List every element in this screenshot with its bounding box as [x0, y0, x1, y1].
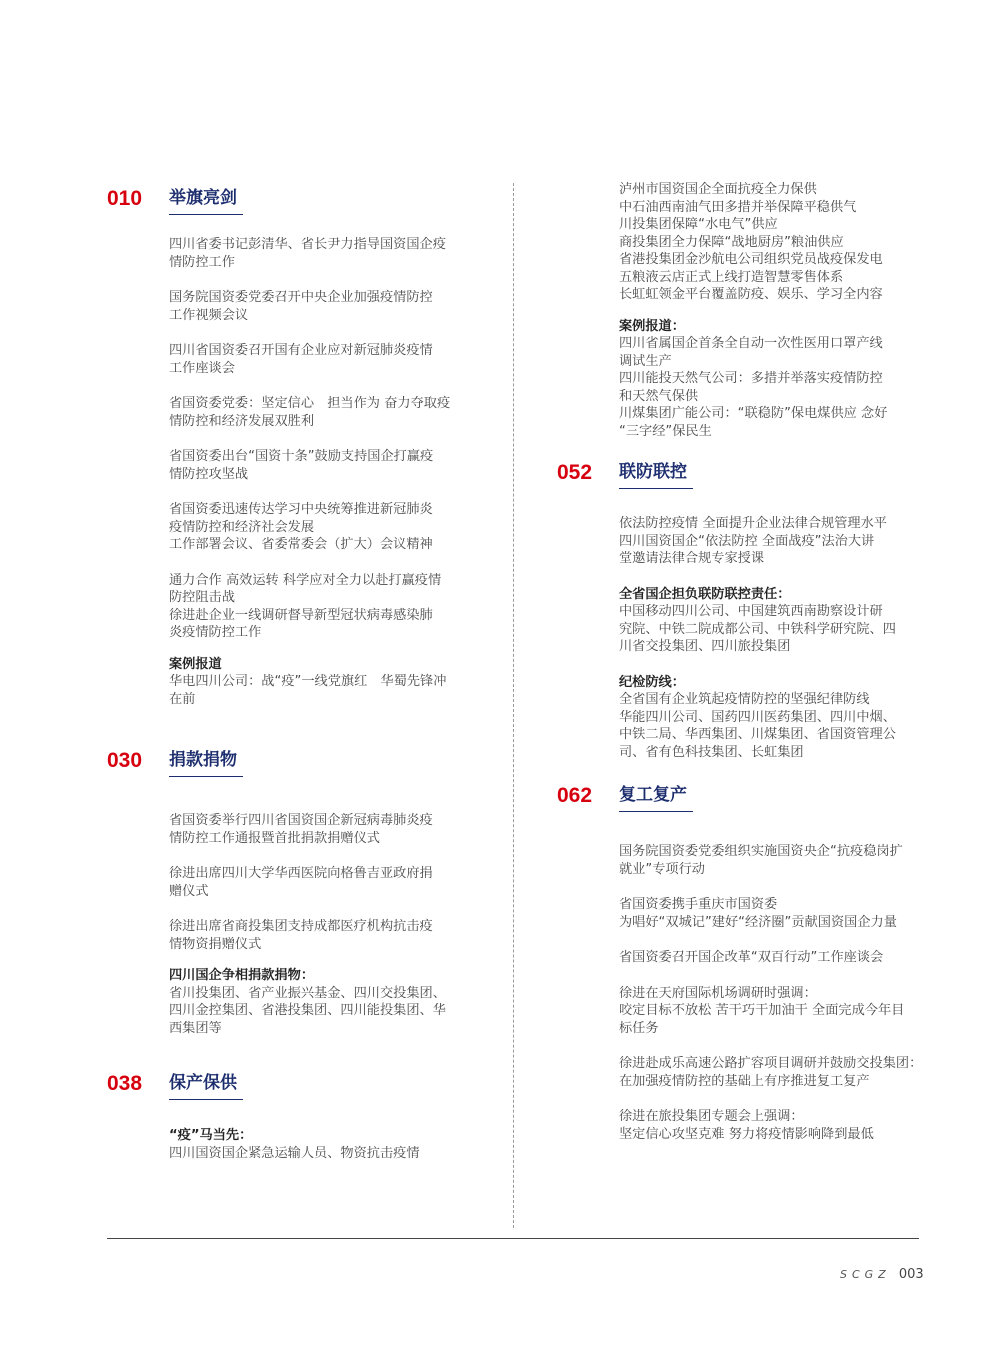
discipline-label: 纪检防线： — [619, 674, 685, 690]
section-title: 举旗亮剑 — [169, 186, 243, 215]
text-line: 情防控工作 — [169, 254, 235, 270]
text-line: 川省交投集团、四川旅投集团 — [619, 639, 791, 654]
text-line: 省国资委携手重庆市国资委 — [619, 897, 778, 912]
text-line: 就业”专项行动 — [619, 861, 705, 877]
text-line: 坚定信心攻坚克难 努力将疫情影响降到最低 — [619, 1126, 874, 1142]
toc-entry[interactable] — [619, 843, 947, 878]
section-header-062 — [557, 783, 947, 813]
text-line: 四川能投天然气公司：多措并举落实疫情防控 — [619, 371, 883, 386]
toc-entry[interactable] — [169, 865, 487, 900]
text-line: 赠仪式 — [169, 883, 209, 899]
legal-lines — [619, 515, 947, 568]
case-lines — [619, 335, 947, 440]
text-line: 西集团等 — [169, 1020, 222, 1036]
text-line: 在加强疫情防控的基础上有序推进复工复产 — [619, 1073, 870, 1089]
text-line: 情防控攻坚战 — [169, 466, 249, 482]
section-title: 复工复产 — [619, 783, 693, 812]
continued-block — [619, 181, 947, 440]
text-line: 长虹虹领金平台覆盖防疫、娱乐、学习全内容 — [619, 287, 883, 302]
text-line: 四川省属国企首条全自动一次性医用口罩产线 — [619, 336, 883, 351]
toc-entry[interactable] — [169, 289, 487, 324]
text-line: 情防控和经济发展双胜利 — [169, 413, 315, 429]
toc-entry[interactable] — [619, 1108, 947, 1143]
magazine-brand: SCGZ — [840, 1268, 891, 1281]
toc-entry[interactable] — [169, 395, 487, 430]
section-header-010 — [107, 186, 487, 216]
donor-lines — [169, 985, 487, 1038]
section-number: 062 — [557, 784, 593, 807]
text-line: 情物资捐赠仪式 — [169, 936, 262, 952]
toc-entry[interactable] — [169, 812, 487, 847]
donor-label: 四川国企争相捐款捐物： — [169, 968, 315, 983]
text-line: 四川金控集团、省港投集团、四川能投集团、华 — [169, 1003, 446, 1018]
text-line: 徐进出席四川大学华西医院向格鲁吉亚政府捐 — [169, 866, 433, 881]
section-number: 052 — [557, 461, 593, 484]
text-line: 商投集团全力保障“战地厨房”粮油供应 — [619, 234, 844, 250]
section-header-030 — [107, 748, 487, 778]
section-number: 030 — [107, 749, 143, 772]
section-number: 010 — [107, 187, 143, 210]
page-number: 003 — [898, 1267, 924, 1282]
text-line: 四川国资国企“依法防控 全面战疫”法治大讲 — [619, 533, 875, 549]
section-title: 联防联控 — [619, 460, 693, 489]
text-line: 国务院国资委党委召开中央企业加强疫情防控 — [169, 290, 433, 305]
text-line: 省国资委迅速传达学习中央统筹推进新冠肺炎 — [169, 502, 433, 517]
section-number: 038 — [107, 1072, 143, 1095]
toc-entry[interactable] — [169, 501, 487, 554]
text-line: 省国资委出台“国资十条”鼓励支持国企打赢疫 — [169, 449, 434, 464]
case-label: 案例报道 — [169, 656, 222, 672]
text-line: 全省国有企业筑起疫情防控的坚强纪律防线 — [619, 692, 870, 707]
section-header-038 — [107, 1071, 487, 1101]
text-line: 通力合作 高效运转 科学应对全力以赴打赢疫情 — [169, 572, 442, 588]
continued-lines — [619, 181, 947, 304]
text-line: 为唱好“双城记”建好“经济圈”贡献国资国企力量 — [619, 914, 897, 930]
right-column — [557, 181, 947, 1161]
page-footer — [840, 1267, 924, 1282]
text-line: 国务院国资委党委组织实施国资央企“抗疫稳岗扩 — [619, 844, 903, 859]
text-line: 中石油西南油气田多措并举保障平稳供气 — [619, 199, 857, 215]
text-line: 调试生产 — [619, 353, 672, 369]
text-line: 咬定目标不放松 苦干巧干加油干 全面完成今年目 — [619, 1003, 905, 1018]
text-line: 徐进出席省商投集团支持成都医疗机构抗击疫 — [169, 919, 433, 934]
left-column — [107, 186, 487, 1180]
text-line: 徐进在旅投集团专题会上强调： — [619, 1109, 804, 1124]
text-line: 炎疫情防控工作 — [169, 625, 262, 640]
toc-entry[interactable] — [619, 949, 947, 967]
toc-entry[interactable] — [169, 918, 487, 953]
text-line: 在前 — [169, 691, 196, 707]
donor-block-030 — [169, 967, 487, 1037]
text-line: 省国资委举行四川省国资国企新冠病毒肺炎疫 — [169, 813, 433, 828]
text-line: 川煤集团广能公司：“联稳防”保电煤供应 念好 — [619, 406, 888, 421]
text-line: 省川投集团、省产业振兴基金、四川交投集团、 — [169, 985, 446, 1001]
section-title: 捐款捐物 — [169, 748, 243, 777]
toc-entry[interactable] — [169, 236, 487, 271]
section-items-010 — [169, 236, 487, 642]
text-line: 华电四川公司：战“疫”一线党旗红 华蜀先锋冲 — [169, 674, 447, 689]
text-line: 和天然气保供 — [619, 388, 699, 404]
text-line: 工作视频会议 — [169, 307, 249, 323]
text-line: 标任务 — [619, 1020, 659, 1036]
toc-entry[interactable] — [169, 572, 487, 642]
column-divider — [513, 183, 514, 1228]
text-line: 中国移动四川公司、中国建筑西南勘察设计研 — [619, 604, 883, 619]
supply-block-038 — [169, 1127, 487, 1162]
text-line: 省国资委党委：坚定信心 担当作为 奋力夺取疫 — [169, 396, 451, 411]
section-items-062 — [619, 843, 947, 1143]
text-line: 徐进赴企业一线调研督导新型冠状病毒感染肺 — [169, 607, 433, 623]
text-line: 省港投集团金沙航电公司组织党员战疫保发电 — [619, 252, 883, 267]
toc-entry[interactable] — [619, 896, 947, 931]
text-line: 四川省委书记彭清华、省长尹力指导国资国企疫 — [169, 237, 446, 252]
section-title: 保产保供 — [169, 1071, 243, 1100]
text-line: “三字经”保民生 — [619, 423, 712, 439]
joint-label: 全省国企担负联防联控责任： — [619, 586, 791, 602]
text-line: 依法防控疫情 全面提升企业法律合规管理水平 — [619, 516, 887, 531]
text-line: 究院、中铁二院成都公司、中铁科学研究院、四 — [619, 621, 896, 637]
text-line: 徐进赴成乐高速公路扩容项目调研并鼓励交投集团： — [619, 1056, 923, 1071]
text-line: 川投集团保障“水电气”供应 — [619, 217, 778, 232]
section-header-052 — [557, 460, 947, 490]
section-items-052 — [619, 515, 947, 761]
toc-entry[interactable] — [169, 342, 487, 377]
case-block-010 — [169, 656, 487, 709]
text-line: 华能四川公司、国药四川医药集团、四川中烟、 — [619, 709, 896, 725]
text-line: 四川国资国企紧急运输人员、物资抗击疫情 — [169, 1145, 420, 1161]
case-label: 案例报道： — [619, 318, 685, 334]
joint-lines — [619, 603, 947, 656]
text-line: 五粮液云店正式上线打造智慧零售体系 — [619, 269, 844, 285]
case-lines — [169, 673, 487, 708]
footer-rule — [107, 1238, 919, 1239]
text-line: 中铁二局、华西集团、川煤集团、省国资管理公 — [619, 727, 896, 742]
toc-entry[interactable] — [619, 985, 947, 1038]
discipline-lines — [619, 691, 947, 761]
text-line: 堂邀请法律合规专家授课 — [619, 551, 765, 566]
text-line: 防控阻击战 — [169, 590, 235, 605]
supply-label: “疫”马当先： — [169, 1128, 253, 1143]
text-line: 徐进在天府国际机场调研时强调： — [619, 985, 817, 1001]
text-line: 四川省国资委召开国有企业应对新冠肺炎疫情 — [169, 343, 433, 358]
text-line: 泸州市国资国企全面抗疫全力保供 — [619, 182, 817, 197]
supply-lines — [169, 1145, 487, 1163]
text-line: 工作座谈会 — [169, 360, 235, 376]
section-items-030 — [169, 812, 487, 953]
text-line: 疫情防控和经济社会发展 — [169, 519, 315, 535]
toc-entry[interactable] — [619, 1055, 947, 1090]
text-line: 司、省有色科技集团、长虹集团 — [619, 744, 804, 760]
text-line: 情防控工作通报暨首批捐款捐赠仪式 — [169, 830, 380, 846]
text-line: 省国资委召开国企改革“双百行动”工作座谈会 — [619, 950, 884, 965]
text-line: 工作部署会议、省委常委会（扩大）会议精神 — [169, 537, 433, 552]
toc-entry[interactable] — [169, 448, 487, 483]
